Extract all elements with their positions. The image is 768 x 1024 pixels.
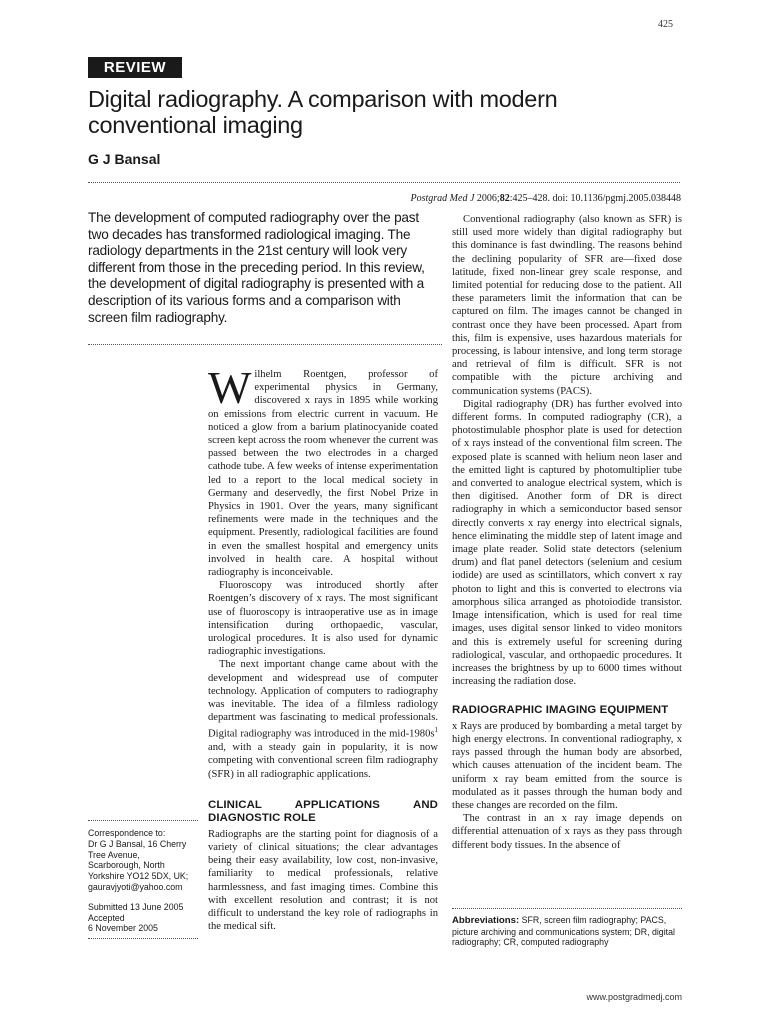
right-paragraph-1: Conventional radiography (also known as SFR) is still used more widely than digital radiography but this dominance is fast dwindling. The reasons behind the declining popularity of SFR are—fixed dose latitude, fixed non-linear grey scale response, and limited potential for reducing dose to the patient. All these parameters limit the information that can be captured on film. The images cannot be changed in contrast once they have been processed. Apart from this, film is expensive, uses hazardous materials for processing, is labour intensive, and long term storage and retrieval of film is difficult. SFR is not compatible with the picture archiving and communication systems (PACS).: [452, 214, 682, 397]
abbreviations-box: [452, 908, 682, 948]
correspondence-line: Scarborough, North: [88, 860, 165, 871]
correspondence-email[interactable]: gauravjyoti@yahoo.com: [88, 881, 183, 892]
sidebar-divider-top: [88, 820, 198, 821]
citation-journal: Postgrad Med J: [410, 193, 475, 204]
citation-line: [411, 193, 681, 204]
sidebar-divider-bottom: [88, 938, 198, 939]
reference-marker: 1: [434, 726, 438, 735]
footer-url-link[interactable]: www.postgradmedj.com: [586, 992, 682, 1002]
citation-year: 2006;: [474, 193, 500, 204]
abstract: The development of computed radiography over the past two decades has transformed radiological imaging. The radiology departments in the 21st century will look very different from those in the preceding period. In this review, the development of digital radiography is presented with a description of its various forms and a comparison with screen film radiography.: [88, 210, 425, 325]
equipment-paragraph-1: x Rays are produced by bombarding a metal target by high energy electrons. In conventional radiography, x rays passed through the human body are absorbed, which causes attenuation of the incident beam. The uniform x ray beam emitted from the source is modulated as it passes through the human body and these changes are recorded on the film.: [452, 720, 682, 812]
accepted-label: Accepted: [88, 912, 125, 923]
intro-paragraph-1-text: ilhelm Roentgen, professor of experimental physics in Germany, discovered x rays in 1895 while working on emissions from electric current in vacuum. He noticed a glow from a barium platinocyanide coated screen kept across the room whenever the current was passed between the two electrodes in a charged cathode tube. A few weeks of intense experimentation led to a report to the local medical society in Germany and deservedly, the first Nobel Prize in Physics in 1901. Over the years, many significant refinements were made in the techniques and the equipment. Presently, radiological facilities are found in even the smallest hospital and emergency units involved in health care. A hospital without radiography is inconceivable.: [208, 369, 438, 579]
title-divider: [88, 182, 680, 183]
page-number: 425: [658, 19, 673, 30]
correspondence-sidebar: [88, 820, 198, 946]
intro-paragraph-3-text-a: The next important change came about with the development and widespread use of computer technology. Application of computers to radiography was inevitable. The idea of a filmless radiology department was fascinating to medical professionals. Digital radiography was introduced in the mid-1980s: [208, 659, 438, 741]
abstract-divider: [88, 344, 442, 345]
correspondence-line: Yorkshire YO12 5DX, UK;: [88, 871, 189, 882]
citation-volume: 82: [499, 193, 510, 204]
abbreviations-label: Abbreviations:: [452, 915, 520, 926]
drop-cap: W: [208, 362, 252, 413]
body-column-middle: [208, 362, 438, 933]
article-title: Digital radiography. A comparison with modern conventional imaging: [88, 86, 558, 138]
heading-clinical-applications: CLINICAL APPLICATIONS AND DIAGNOSTIC ROLE: [208, 798, 438, 825]
correspondence-line: Dr G J Bansal, 16 Cherry: [88, 838, 187, 849]
intro-paragraph-3-text-b: and, with a steady gain in popularity, it is now competing with conventional screen film radiography (SFR) in all radiographic applications.: [208, 742, 438, 780]
correspondence-line: Tree Avenue,: [88, 849, 140, 860]
equipment-paragraph-2: The contrast in an x ray image depends on differential attenuation of x rays as they pass through different body tissues. In the absence of: [452, 813, 682, 851]
correspondence-label: Correspondence to:: [88, 828, 166, 838]
abbreviations-divider: [452, 908, 682, 909]
heading-imaging-equipment: RADIOGRAPHIC IMAGING EQUIPMENT: [452, 704, 669, 717]
body-column-right: [452, 213, 682, 852]
intro-paragraph-1: [208, 362, 438, 579]
submitted-date: Submitted 13 June 2005: [88, 901, 184, 912]
clinical-paragraph-1: Radiographs are the starting point for diagnosis of a variety of clinical situations; the clear advantages being their easy availability, low cost, non-invasive, familiarity to medical professionals, relative harmlessness, and fast imaging times. Combine this with excellent resolution and contrast; it is not difficult to understand the key role of radiographs in the medical sift.: [208, 828, 438, 933]
right-paragraph-2: Digital radiography (DR) has further evolved into different forms. In computed radiography (CR), a photostimulable phosphor plate is used for detection of x rays instead of the conventional film screen. The exposed plate is scanned with helium neon laser and the emitted light is captured by photomultiplier tube and converted to analogue electrical system, which is then digitised. Another form of DR is direct radiography in which a semiconductor based sensor directly converts x ray energy into electrical signals, hence eliminating the middle step of latent image and image plate reader. Solid state detectors (selenium drum) and flat panel detectors (selenium and cesium iodide) are used as scintillators, which convert x ray photon to light and this is converted to electrons via amorphous silica arranged as photoiodide transistor. Image intensification, which is used for real time images, uses digital sensor linked to video monitors and this is extremely useful for screening during radiological, vascular, and orthopaedic procedures. It increases the brightness by up to 6000 times without increasing the radiation dose.: [452, 398, 682, 688]
accepted-date: 6 November 2005: [88, 923, 158, 934]
citation-rest: :425–428. doi: 10.1136/pgmj.2005.038448: [509, 193, 681, 204]
intro-paragraph-3: [208, 658, 438, 780]
author-name: G J Bansal: [88, 151, 161, 167]
abbreviations-text: SFR, screen film radiography; PACS, picture archiving and communications system; DR, digital radiography; CR, computed radiography: [452, 915, 675, 948]
section-tag: REVIEW: [88, 57, 182, 78]
intro-paragraph-2: Fluoroscopy was introduced shortly after Roentgen’s discovery of x rays. The most significant use of fluoroscopy is intraoperative use as in image intensification during orthopaedic, vascular, urological procedures. It is also used for dynamic radiographic investigations.: [208, 580, 438, 658]
